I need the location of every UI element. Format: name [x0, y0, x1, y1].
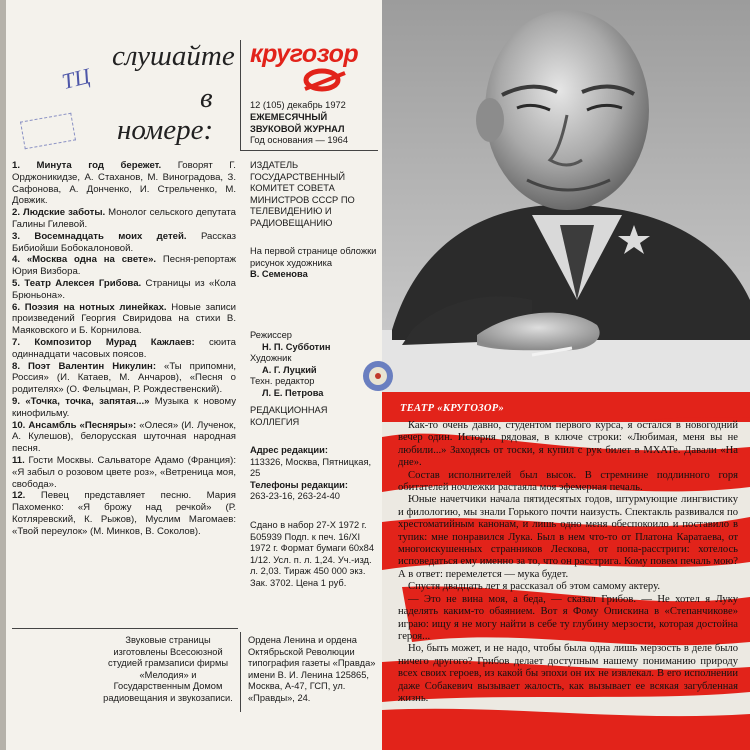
issue-number: 12 (105) декабрь 1972: [250, 100, 346, 110]
contents-item-number: 8.: [12, 360, 21, 372]
contents-item-number: 5.: [12, 277, 21, 289]
header-listen: слушайте: [112, 40, 235, 72]
contents-item-title: Минута год бережет.: [36, 160, 162, 171]
artist-label: Художник: [250, 353, 292, 363]
library-stamp: [20, 113, 76, 150]
theatre-title: ТЕАТР «КРУГОЗОР»: [400, 403, 504, 414]
contents-item-title: Поэзия на нотных линейках.: [24, 301, 167, 313]
director-label: Режиссер: [250, 330, 292, 340]
director-name: Н. П. Субботин: [262, 341, 331, 352]
contents-item-text: Новые записи произведений Георгия Свиридова на стихи В. Маяковского и Б. Корнилова.: [12, 301, 236, 337]
address-text: 113326, Москва, Пятницкая, 25: [250, 456, 372, 478]
printer-info: Ордена Ленина и ордена Октябрьской Революции типография газеты «Правда» имени В. И. Ленина 125865, Москва, А-47, ГСП, ул. «Правды», 24.: [248, 635, 376, 703]
contents-item-number: 3.: [12, 230, 21, 242]
contents-item-title: Людские заботы.: [23, 207, 106, 219]
contents-item-text: Музыка к новому кинофильму.: [12, 395, 237, 419]
header-issue: номере:: [117, 114, 214, 146]
krugozor-logo: [250, 40, 370, 100]
logo-text: кругозор: [250, 40, 359, 68]
contents-item: [12, 337, 236, 361]
address-block: [250, 445, 378, 503]
contents-list: [12, 160, 236, 538]
story-paragraph: Состав исполнителей был высок. В стремнине подлинного горя обитателей ночлежки растаяла моя эфемерная печаль.: [398, 469, 738, 494]
theatre-story: [398, 420, 738, 705]
contents-item: [12, 361, 236, 396]
magazine-subtitle: ЕЖЕМЕСЯЧНЫЙ ЗВУКОВОЙ ЖУРНАЛ: [250, 112, 345, 134]
contents-item: [12, 254, 236, 278]
column-divider-top: [240, 40, 241, 150]
contents-item: [12, 396, 236, 420]
contents-item: [12, 455, 236, 490]
contents-item: [12, 302, 236, 337]
contents-item: [12, 278, 236, 302]
contents-item-number: 4.: [12, 254, 21, 266]
contents-item-text: Певец представляет песню. Мария Пахоменко: «Я брожу над речкой» (Р. Котляревский, К. Рыжов), Муслим Магомаев: «Твой переулок» (М. Минков, В. Соколов).: [12, 490, 236, 537]
contents-item: [12, 420, 236, 455]
story-paragraph: Но, быть может, и не надо, чтобы была одна лишь мерзость в деле было ничего другого? Грибов делает доступным нашему пониманию природу всех своих героев, из какой бы эпохи он их не извлекал. В его исполнении даже Собакевич вызывает жалость, как вызывает ее всякая загубленная жизнь.: [398, 643, 738, 704]
contents-item-number: 1.: [12, 160, 21, 171]
contents-item-title: Поэт Валентин Никулин:: [28, 360, 157, 372]
print-info: Сдано в набор 27-X 1972 г. Б05939 Подп. к печ. 16/XI 1972 г. Формат бумаги 60х84 1/12. Усл. п. л. 1,24. Уч.-изд. л. 2,03. Тираж 450 000 экз. Зак. 3702. Цена 1 руб.: [250, 520, 375, 588]
cover-note-text: На первой странице обложки рисунок художника: [250, 246, 377, 268]
contents-item: [12, 231, 236, 255]
artist-name: А. Г. Луцкий: [262, 364, 317, 375]
contents-item-text: «Олеся» (И. Лученок, А. Кулешов), белорусская шуточная народная песня.: [12, 419, 237, 455]
phones-text: 263-23-16, 263-24-40: [250, 491, 340, 501]
contents-item-title: Театр Алексея Грибова.: [24, 277, 142, 289]
address-label: Адрес редакции:: [250, 445, 328, 455]
contents-item-title: Восемнадцать моих детей.: [34, 230, 187, 242]
founded-year: Год основания — 1964: [250, 135, 349, 145]
cover-note: [250, 246, 378, 281]
contents-item-title: «Москва одна на свете».: [26, 254, 157, 266]
contents-item-text: Говорят Г. Орджоникидзе, А. Стаханов, М. Виноградова, З. Сафонова, А. Донченко, И. Стрельченко, М. Довжик.: [12, 160, 236, 207]
cover-artist: В. Семенова: [250, 269, 308, 279]
pencil-note: ТЦ: [59, 62, 93, 95]
story-paragraph: Юные начетчики начала пятидесятых годов, штурмующие лингвистику и филологию, мы знали Горького почти наизусть. Спектакль развивался по хрестоматийным канонам, и лишь одно меня обеспокоило и поставило в тупик: мне понравился Лука. Был в нем что-то от Платона Каратаева, от многоискушенных странников Лескова, от попа-расстриги: хотелось исповедаться ему именно за то, что он расстрига. Кому повем печаль мою? А в ответ: перемелется — мука будет.: [398, 494, 738, 580]
sound-credits: Звуковые страницы изготовлены Всесоюзной студией грамзаписи фирмы «Мелодия» и Государственным Домом радиовещания и звукозаписи.: [103, 635, 233, 703]
contents-item-title: Ансамбль «Песняры»:: [28, 419, 137, 431]
contents-item-title: «Точка, точка, запятая...»: [25, 395, 150, 407]
story-paragraph: Как-то очень давно, студентом первого курса, я остался в новогодний вечер один. История рядовая, в ключе строки: «Любимая, меня вы не любили...» Заходясь от тоски, я купил с рук билет в МХАТе. Давали «На дне».: [398, 420, 738, 469]
masthead-rule: [240, 150, 378, 151]
phones-label: Телефоны редакции:: [250, 479, 348, 490]
contents-item-text: Песня-репортаж Юрия Визбора.: [12, 254, 236, 278]
column-divider-bottom: [240, 632, 241, 712]
publisher: ИЗДАТЕЛЬ ГОСУДАРСТВЕННЫЙ КОМИТЕТ СОВЕТА МИНИСТРОВ СССР ПО ТЕЛЕВИДЕНИЮ И РАДИОВЕЩАНИЮ: [250, 160, 355, 228]
record-sticker-icon: [362, 360, 394, 392]
page-left-edge: [0, 0, 6, 750]
tech-editor-label: Техн. редактор: [250, 376, 315, 386]
contents-item: [12, 207, 236, 231]
contents-item-text: сюита одиннадцати часовых поясов.: [12, 336, 236, 360]
contents-item: [12, 160, 236, 207]
contents-item-number: 12.: [12, 490, 26, 502]
contents-rule: [12, 628, 238, 629]
story-paragraph: — Это не вина моя, а беда, — сказал Грибов. — Не хотел я Луку наделять каким-то обаянием. Вот я Фому Опискина в «Степанчикове» играю: ищу я не могу найти в себе ту глубину мерзости, которая достойна героя...: [398, 593, 738, 642]
contents-item-number: 10.: [12, 419, 26, 431]
contents-item-title: Композитор Мурад Кажлаев:: [34, 336, 195, 348]
contents-item: [12, 490, 236, 537]
header-in: в: [200, 82, 213, 114]
contents-item-number: 2.: [12, 207, 21, 219]
contents-item-number: 9.: [12, 395, 21, 407]
story-paragraph: Спустя двадцать лет я рассказал об этом самому актеру.: [408, 581, 660, 593]
contents-item-text: «Ты припомни, Россия» (И. Катаев, М. Анчаров), «Песня о родителях» (О. Фельцман, Р. Рождественский).: [12, 360, 236, 396]
contents-item-text: Монолог сельского депутата Галины Гилевой.: [12, 207, 236, 230]
contents-item-text: Гости Москвы. Сальваторе Адамо (Франция): «Я забыл о розовом цвете роз», «Ветреница моя, свобода».: [12, 454, 236, 490]
actor-photo: [382, 0, 750, 392]
logo-record-icon: [250, 40, 370, 100]
contents-item-number: 6.: [12, 301, 21, 313]
staff-block: [250, 330, 378, 399]
contents-item-number: 11.: [12, 454, 25, 466]
contents-item-text: Страницы из «Кола Брюньона».: [12, 277, 237, 301]
contents-item-number: 7.: [12, 336, 21, 348]
tech-editor-name: Л. Е. Петрова: [262, 387, 324, 398]
contents-item-text: Рассказ Бибиойши Бобокалоновой.: [12, 230, 236, 254]
editorial-board: РЕДАКЦИОННАЯ КОЛЛЕГИЯ: [250, 405, 328, 427]
